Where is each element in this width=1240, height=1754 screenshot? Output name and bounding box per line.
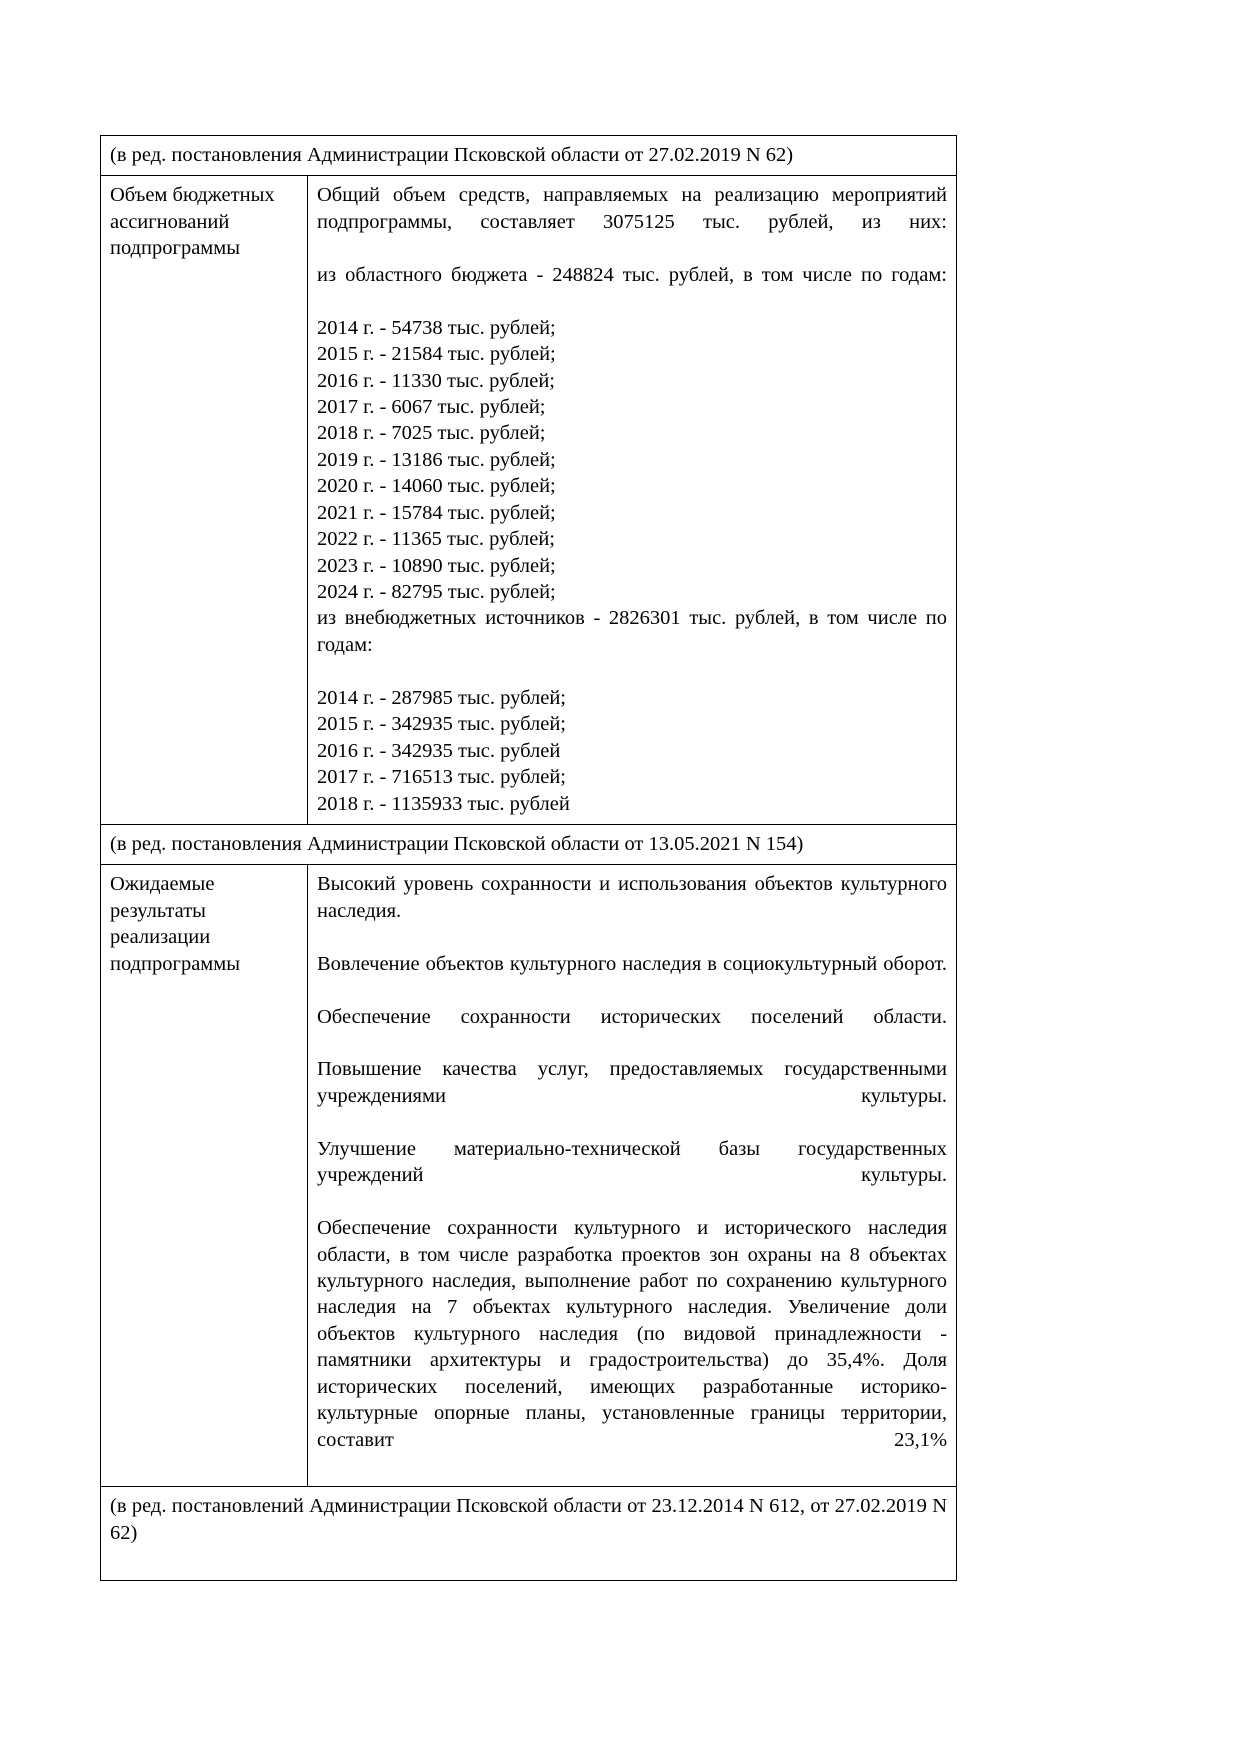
budget-year-regional-2023: 2023 г. - 10890 тыс. рублей; bbox=[317, 554, 556, 577]
results-paragraph-1: Высокий уровень сохранности и использования объектов культурного наследия. bbox=[317, 873, 948, 922]
budget-label-line-2: ассигнований bbox=[110, 210, 230, 233]
budget-label-cell bbox=[101, 176, 308, 825]
budget-year-extra-2017: 2017 г. - 716513 тыс. рублей; bbox=[317, 766, 567, 789]
budget-intro-paragraph: Общий объем средств, направляемых на реализацию мероприятий подпрограммы, составляет 3075125 тыс. рублей, из них: bbox=[317, 184, 948, 233]
editorial-note-middle-text: (в ред. постановления Администрации Псковской области от 13.05.2021 N 154) bbox=[110, 832, 804, 855]
budget-year-regional-2018: 2018 г. - 7025 тыс. рублей; bbox=[317, 422, 546, 445]
budget-year-regional-2021: 2021 г. - 15784 тыс. рублей; bbox=[317, 501, 556, 524]
results-label-line-3: реализации bbox=[110, 926, 211, 949]
results-paragraph-5: Улучшение материально-технической базы государственных учреждений культуры. bbox=[317, 1137, 948, 1187]
editorial-note-bottom-text: (в ред. постановлений Администрации Псковской области от 23.12.2014 N 612, от 27.02.2019 N 62) bbox=[110, 1495, 948, 1544]
budget-year-regional-2014: 2014 г. - 54738 тыс. рублей; bbox=[317, 316, 556, 339]
budget-label-line-1: Объем бюджетных bbox=[110, 184, 275, 207]
results-label-line-1: Ожидаемые bbox=[110, 873, 215, 896]
budget-year-extra-2014: 2014 г. - 287985 тыс. рублей; bbox=[317, 686, 567, 709]
budget-year-regional-2017: 2017 г. - 6067 тыс. рублей; bbox=[317, 395, 546, 418]
table-row-budget bbox=[101, 176, 957, 825]
results-paragraph-4: Повышение качества услуг, предоставляемых государственными учреждениями культуры. bbox=[317, 1058, 948, 1107]
budget-year-regional-2015: 2015 г. - 21584 тыс. рублей; bbox=[317, 343, 556, 366]
results-paragraph-6: Обеспечение сохранности культурного и исторического наследия области, в том числе разработка проектов зон охраны на 8 объектах культурного наследия, выполнение работ по сохранению культурного наследия на 7 объектах культурного наследия. Увеличение доли объектов культурного наследия (по видовой принадлежности - памятники архитектуры и градостроительства) до 35,4%. Доля исторических поселений, имеющих разработанные историко-культурные опорные планы, установленные границы территории, составит 23,1% bbox=[317, 1217, 948, 1451]
editorial-note-bottom bbox=[101, 1487, 957, 1580]
budget-year-regional-2020: 2020 г. - 14060 тыс. рублей; bbox=[317, 475, 556, 498]
editorial-note-top bbox=[101, 136, 957, 176]
table-row-results bbox=[101, 865, 957, 1487]
subprogram-passport-table bbox=[100, 135, 957, 1581]
budget-regional-paragraph: из областного бюджета - 248824 тыс. рублей, в том числе по годам: bbox=[317, 263, 948, 286]
budget-year-extra-2016: 2016 г. - 342935 тыс. рублей bbox=[317, 739, 561, 762]
budget-year-regional-2016: 2016 г. - 11330 тыс. рублей; bbox=[317, 369, 555, 392]
results-body-cell bbox=[308, 865, 957, 1487]
results-label-cell bbox=[101, 865, 308, 1487]
budget-year-extra-2018: 2018 г. - 1135933 тыс. рублей bbox=[317, 792, 570, 815]
results-paragraph-2: Вовлечение объектов культурного наследия в социокультурный оборот. bbox=[317, 952, 948, 975]
results-paragraph-3: Обеспечение сохранности исторических поселений области. bbox=[317, 1005, 948, 1028]
table-row-editorial-note-middle bbox=[101, 824, 957, 864]
budget-year-regional-2019: 2019 г. - 13186 тыс. рублей; bbox=[317, 448, 556, 471]
budget-year-extra-2015: 2015 г. - 342935 тыс. рублей; bbox=[317, 713, 567, 736]
editorial-note-top-text: (в ред. постановления Администрации Псковской области от 27.02.2019 N 62) bbox=[110, 144, 794, 166]
results-label-line-4: подпрограммы bbox=[110, 952, 241, 975]
results-label-line-2: результаты bbox=[110, 899, 206, 922]
budget-year-regional-2022: 2022 г. - 11365 тыс. рублей; bbox=[317, 528, 555, 551]
table-row-editorial-note-top bbox=[101, 136, 957, 176]
editorial-note-middle bbox=[101, 824, 957, 864]
budget-extrabudget-paragraph: из внебюджетных источников - 2826301 тыс. рублей, в том числе по годам: bbox=[317, 607, 948, 656]
budget-year-regional-2024: 2024 г. - 82795 тыс. рублей; bbox=[317, 581, 556, 603]
table-row-editorial-note-bottom bbox=[101, 1487, 957, 1580]
budget-body-cell bbox=[308, 176, 957, 825]
budget-label-line-3: подпрограммы bbox=[110, 237, 241, 260]
